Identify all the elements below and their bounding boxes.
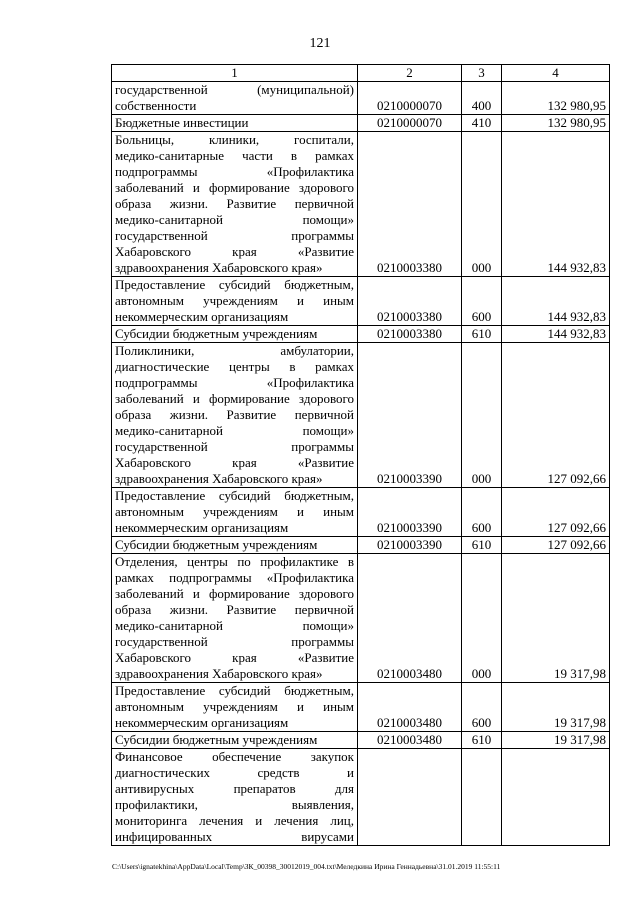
row-name-line: государственной программы: [115, 634, 354, 649]
row-name-line: мониторинга лечения и лечения лиц,: [115, 813, 354, 828]
row-name-line: Субсидии бюджетным учреждениям: [115, 326, 318, 341]
row-name-line: образа жизни. Развитие первичной: [115, 602, 354, 617]
row-name-line: Отделения, центры по профилактике в: [115, 554, 354, 569]
row-name-line: государственной программы: [115, 228, 354, 243]
row-type-cell: 400: [462, 82, 502, 115]
row-code-cell: 0210003380: [358, 277, 462, 326]
row-sum-cell: 19 317,98: [502, 732, 610, 749]
row-type-cell: 610: [462, 326, 502, 343]
row-name-line: медико-санитарные части в рамках: [115, 148, 354, 163]
row-name-line: Предоставление субсидий бюджетным,: [115, 277, 354, 292]
row-name-cell: [112, 115, 358, 132]
row-name-line: Субсидии бюджетным учреждениям: [115, 537, 318, 552]
row-name-line: автономным учреждениям и иным: [115, 293, 354, 308]
row-name-line: Субсидии бюджетным учреждениям: [115, 732, 318, 747]
row-type-cell: 000: [462, 343, 502, 488]
table-row: [112, 343, 610, 488]
header-col-2: 2: [358, 65, 462, 82]
row-sum-cell: [502, 749, 610, 846]
row-name-line: антивирусных препаратов для: [115, 781, 354, 796]
table-row: [112, 115, 610, 132]
table-row: [112, 749, 610, 846]
table-row: [112, 554, 610, 683]
row-name-line: подпрограммы «Профилактика: [115, 164, 354, 179]
row-sum-cell: 127 092,66: [502, 488, 610, 537]
row-name-cell: [112, 82, 358, 115]
row-code-cell: 0210003390: [358, 537, 462, 554]
row-name-line: заболеваний и формирование здорового: [115, 586, 354, 601]
row-name-line: Предоставление субсидий бюджетным,: [115, 488, 354, 503]
row-name-cell: [112, 132, 358, 277]
table-row: [112, 82, 610, 115]
row-type-cell: 000: [462, 554, 502, 683]
row-name-line: государственной программы: [115, 439, 354, 454]
row-code-cell: [358, 749, 462, 846]
row-name-line: Больницы, клиники, госпитали,: [115, 132, 354, 147]
row-name-line: некоммерческим организациям: [115, 520, 289, 535]
row-name-line: государственной (муниципальной): [115, 82, 354, 97]
row-code-cell: 0210003480: [358, 554, 462, 683]
row-name-line: образа жизни. Развитие первичной: [115, 196, 354, 211]
row-sum-cell: 19 317,98: [502, 554, 610, 683]
row-code-cell: 0210003390: [358, 343, 462, 488]
table-row: [112, 326, 610, 343]
row-name-cell: [112, 326, 358, 343]
row-code-cell: 0210003380: [358, 132, 462, 277]
row-name-cell: [112, 554, 358, 683]
row-name-line: инфицированных вирусами: [115, 829, 354, 844]
row-name-line: собственности: [115, 98, 197, 113]
row-name-line: медико-санитарной помощи»: [115, 212, 354, 227]
row-code-cell: 0210003480: [358, 732, 462, 749]
table-row: [112, 488, 610, 537]
row-name-line: профилактики, выявления,: [115, 797, 354, 812]
row-name-line: диагностических средств и: [115, 765, 354, 780]
row-name-line: диагностические центры в рамках: [115, 359, 354, 374]
row-code-cell: 0210003390: [358, 488, 462, 537]
row-type-cell: 600: [462, 683, 502, 732]
row-name-cell: [112, 732, 358, 749]
row-sum-cell: 127 092,66: [502, 537, 610, 554]
row-name-cell: [112, 537, 358, 554]
row-name-line: Хабаровского края «Развитие: [115, 650, 354, 665]
table-row: [112, 132, 610, 277]
row-code-cell: 0210000070: [358, 115, 462, 132]
row-name-line: заболеваний и формирование здорового: [115, 180, 354, 195]
row-type-cell: [462, 749, 502, 846]
budget-table: [111, 64, 610, 846]
row-type-cell: 600: [462, 488, 502, 537]
row-name-cell: [112, 343, 358, 488]
row-name-cell: [112, 488, 358, 537]
row-name-line: заболеваний и формирование здорового: [115, 391, 354, 406]
table-row: [112, 537, 610, 554]
row-name-line: некоммерческим организациям: [115, 309, 289, 324]
header-col-4: 4: [502, 65, 610, 82]
row-type-cell: 610: [462, 537, 502, 554]
table-header-row: [112, 65, 610, 82]
row-name-line: некоммерческим организациям: [115, 715, 289, 730]
row-type-cell: 000: [462, 132, 502, 277]
row-sum-cell: 19 317,98: [502, 683, 610, 732]
row-name-line: Хабаровского края «Развитие: [115, 455, 354, 470]
row-name-line: Хабаровского края «Развитие: [115, 244, 354, 259]
row-code-cell: 0210003480: [358, 683, 462, 732]
row-name-line: медико-санитарной помощи»: [115, 423, 354, 438]
row-sum-cell: 144 932,83: [502, 132, 610, 277]
row-type-cell: 610: [462, 732, 502, 749]
header-col-3: 3: [462, 65, 502, 82]
row-name-line: Бюджетные инвестиции: [115, 115, 249, 130]
row-name-line: подпрограммы «Профилактика: [115, 375, 354, 390]
row-name-line: здравоохранения Хабаровского края»: [115, 471, 323, 486]
row-sum-cell: 144 932,83: [502, 277, 610, 326]
row-name-line: автономным учреждениям и иным: [115, 699, 354, 714]
row-name-line: медико-санитарной помощи»: [115, 618, 354, 633]
page-number: 121: [309, 36, 331, 51]
table-body: [112, 82, 610, 846]
row-sum-cell: 132 980,95: [502, 115, 610, 132]
row-name-line: Финансовое обеспечение закупок: [115, 749, 354, 764]
row-type-cell: 600: [462, 277, 502, 326]
row-name-line: рамках подпрограммы «Профилактика: [115, 570, 354, 585]
table-row: [112, 683, 610, 732]
header-col-1: 1: [112, 65, 358, 82]
row-name-line: здравоохранения Хабаровского края»: [115, 666, 323, 681]
row-code-cell: 0210000070: [358, 82, 462, 115]
row-type-cell: 410: [462, 115, 502, 132]
row-name-cell: [112, 749, 358, 846]
file-path-footer: C:\Users\ignatekhina\AppData\Local\Temp\ЗК_00398_30012019_004.txt\Меледкина Ирина Геннадьевна\31.01.2019 11:55:11: [112, 862, 501, 871]
table-row: [112, 732, 610, 749]
row-sum-cell: 127 092,66: [502, 343, 610, 488]
row-name-line: Поликлиники, амбулатории,: [115, 343, 354, 358]
row-name-line: здравоохранения Хабаровского края»: [115, 260, 323, 275]
row-name-cell: [112, 277, 358, 326]
row-name-line: Предоставление субсидий бюджетным,: [115, 683, 354, 698]
row-name-cell: [112, 683, 358, 732]
row-name-line: автономным учреждениям и иным: [115, 504, 354, 519]
row-code-cell: 0210003380: [358, 326, 462, 343]
row-sum-cell: 144 932,83: [502, 326, 610, 343]
row-sum-cell: 132 980,95: [502, 82, 610, 115]
table-row: [112, 277, 610, 326]
row-name-line: образа жизни. Развитие первичной: [115, 407, 354, 422]
